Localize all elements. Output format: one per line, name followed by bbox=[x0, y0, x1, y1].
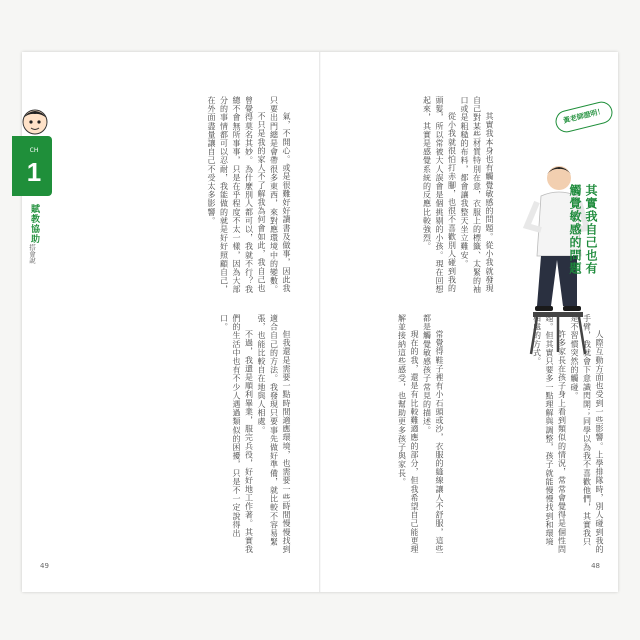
left-column-2 bbox=[112, 314, 292, 554]
badge-text: 黃老師證明！ bbox=[562, 107, 606, 125]
badge bbox=[553, 99, 615, 134]
paragraph: 其實我本身也有觸覺敏感的問題。從小我就發現自己對某些材質特別在意，衣服上的標籤、太緊的袖口或是粗糙的布料，都會讓我整天坐立難安。 bbox=[460, 96, 494, 294]
right-column-2a bbox=[455, 314, 605, 554]
paragraph: 人際互動方面也受到一些影響。上學排隊時，別人碰到我的手臂，我就會下意識閃開；同學以為我不喜歡他們，其實我只是不習慣突然的觸碰。 bbox=[570, 314, 604, 554]
paragraph: 不只是我的家人不了解我為何會如此，我自己也曾覺得莫名其妙。為什麼別人都可以，我就不行？我總不會無所事事，只是在乎程度不太一樣，因為大部分的事情都可以忍耐，我能做的就是好好照顧自己，在外面盡量讓自己不受太多影響。 bbox=[207, 96, 266, 294]
chapter-tab bbox=[12, 102, 52, 192]
page-number: 49 bbox=[40, 562, 49, 570]
book-spread bbox=[22, 52, 618, 592]
paragraph: 現在的我，還是有比較難適應的部分，但我希望自己能更理解並接納這些感受，也幫助更多孩子與家長。 bbox=[397, 314, 419, 554]
paragraph: 但我還是需要一點時間適應環境，也需要一些時間慢慢找到適合自己的方法。我發現只要事先做好準備，就比較不容易緊張，也能比較自在地與人相處。 bbox=[257, 314, 291, 554]
page-number: 48 bbox=[591, 562, 600, 570]
heading-line-1: 其實我自己也有 bbox=[584, 184, 598, 275]
paragraph: 許多家長在孩子身上看到類似的情況，常常會覺得是個性問題。但其實只要多一點理解與調整，孩子就能慢慢找到和環境相處的方式。 bbox=[532, 314, 567, 554]
section-subtitle: 搭會說 bbox=[28, 244, 36, 264]
section-heading bbox=[567, 184, 599, 275]
right-column-1 bbox=[335, 96, 495, 296]
left-column-1 bbox=[112, 96, 292, 296]
right-column-2b bbox=[335, 314, 445, 554]
paragraph: 從小我就很怕打赤腳，也很不喜歡別人碰到我的頭髮，所以常被大人誤會是個挑剔的小孩。現在回想起來，其實是感覺系統的反應比較強烈。 bbox=[422, 96, 457, 294]
paragraph: 常覺得鞋子裡有小石頭或沙，衣服的縫線讓人不舒服，這些都是觸覺敏感孩子常見的描述。 bbox=[422, 314, 444, 554]
paragraph: 不過，我還是順利畢業，服完兵役，好好地工作著。其實我們的生活中也有不少人遇過類似的困擾，只是不一定說得出口。 bbox=[219, 314, 254, 554]
heading-line-2: 觸覺敏感的問題 bbox=[568, 184, 582, 275]
right-page bbox=[321, 52, 618, 592]
section-title: 賦教協助 bbox=[29, 204, 39, 244]
chapter-number: 1 bbox=[26, 157, 42, 187]
kid-face-icon bbox=[20, 104, 50, 138]
chapter-label: CH bbox=[29, 147, 39, 154]
left-page bbox=[22, 52, 319, 592]
paragraph: 氣，不開心。或是很難好好讀書及做事，因此我只要出門總是會帶很多東西，來對應環境中的變數。 bbox=[269, 96, 291, 294]
